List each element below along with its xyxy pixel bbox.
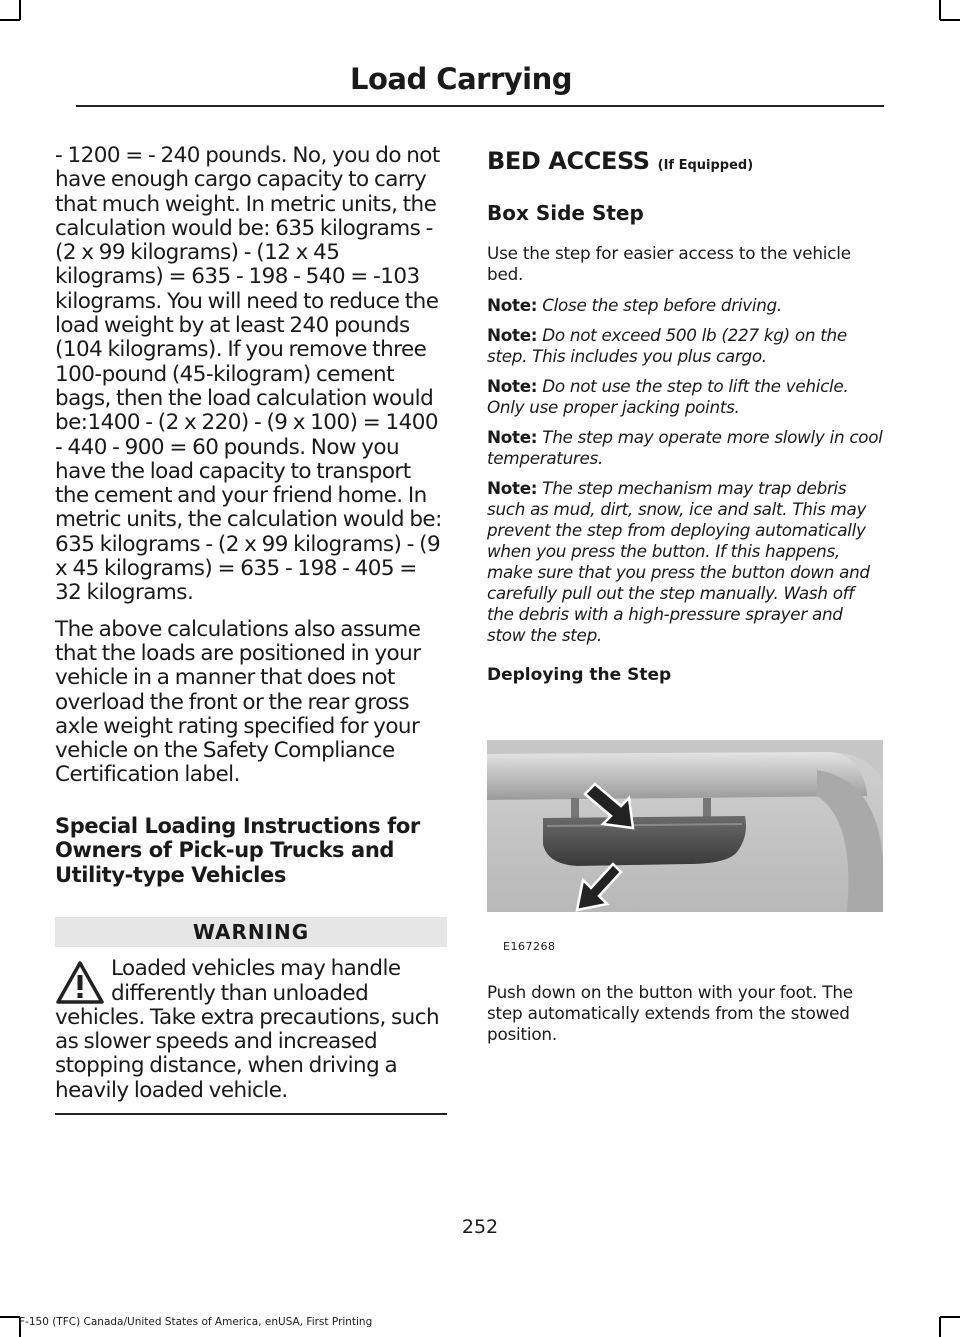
- warning-box: [55, 917, 447, 1115]
- crop-mark: [940, 19, 960, 21]
- note-text: The step mechanism may trap debris such as mud, dirt, snow, ice and salt. This may prevent the step from deploying automatically when you press the button. If this happens, make sure that you press the button down and carefully pull out the step manually. Wash off the debris with a high-pressure sprayer and stow the step.: [487, 478, 870, 645]
- warning-body: [55, 957, 447, 1115]
- note-label: Note:: [487, 295, 538, 315]
- page-number: 252: [461, 1216, 499, 1238]
- warning-text-line2: vehicles. Take extra precautions, such as slower speeds and increased stopping distance, when driving a heavily loaded vehicle.: [55, 1004, 440, 1103]
- bed-access-heading: [487, 146, 883, 181]
- note-item: [487, 376, 883, 418]
- note-item: [487, 325, 883, 367]
- crop-mark: [19, 0, 21, 20]
- note-label: Note:: [487, 478, 538, 498]
- box-side-step-heading: Box Side Step: [487, 201, 644, 225]
- warning-triangle-icon: [55, 960, 105, 1006]
- left-column: [55, 144, 447, 1115]
- figure-code: E167268: [503, 940, 556, 953]
- header-divider: [76, 105, 884, 107]
- crop-mark: [939, 0, 941, 20]
- calculation-paragraph: - 1200 = - 240 pounds. No, you do not have enough cargo capacity to carry that much weight. In metric units, the calculation would be: 635 kilograms - (2 x 99 kilograms) - (12 x 45 kilograms) = 635 - 198 - 540 = -103 kilograms. You will need to reduce the load weight by at least 240 pounds (104 kilograms). If you remove three 100-pound (45-kilogram) cement bags, then the load calculation would be:1400 - (2 x 220) - (9 x 100) = 1400 - 440 - 900 = 60 pounds. Now you have the load capacity to transport the cement and your friend home. In metric units, the calculation would be: 635 kilograms - (2 x 99 kilograms) - (9 x 45 kilograms) = 635 - 198 - 405 = 32 kilograms.: [55, 143, 442, 606]
- crop-mark: [0, 19, 20, 21]
- page-header-title: Load Carrying: [349, 62, 572, 96]
- deploying-step-heading: Deploying the Step: [487, 665, 672, 685]
- intro-text: Use the step for easier access to the vehicle bed.: [487, 243, 851, 284]
- note-text: The step may operate more slowly in cool temperatures.: [487, 427, 883, 468]
- note-label: Note:: [487, 376, 538, 396]
- assumption-paragraph: The above calculations also assume that the loads are positioned in your vehicle in a manner that does not overload the front or the rear gross axle weight rating specified for your vehicle on the Safety Compliance Certification label.: [55, 616, 421, 788]
- note-label: Note:: [487, 325, 538, 345]
- note-item: [487, 427, 883, 469]
- special-loading-heading: Special Loading Instructions for Owners of Pick-up Trucks and Utility-type Vehicles: [55, 813, 420, 887]
- if-equipped-label: (If Equipped): [657, 158, 754, 173]
- side-step-illustration: [487, 740, 883, 912]
- note-text: Close the step before driving.: [542, 295, 782, 315]
- note-label: Note:: [487, 427, 538, 447]
- print-footer: F-150 (TFC) Canada/United States of America, enUSA, First Printing: [19, 1316, 373, 1328]
- right-column: [487, 146, 883, 702]
- crop-mark: [0, 1316, 20, 1318]
- push-instruction: Push down on the button with your foot. The step automatically extends from the stowed position.: [487, 982, 853, 1044]
- warning-text-line1: Loaded vehicles may handle differently than unloaded: [111, 956, 401, 1006]
- note-text: Do not exceed 500 lb (227 kg) on the step. This includes you plus cargo.: [487, 325, 847, 366]
- crop-mark: [940, 1316, 960, 1318]
- bed-access-title: BED ACCESS: [487, 147, 650, 175]
- note-item: [487, 295, 883, 316]
- crop-mark: [939, 1317, 941, 1337]
- note-item: [487, 478, 883, 646]
- note-text: Do not use the step to lift the vehicle. Only use proper jacking points.: [487, 376, 849, 417]
- warning-label: WARNING: [55, 917, 447, 947]
